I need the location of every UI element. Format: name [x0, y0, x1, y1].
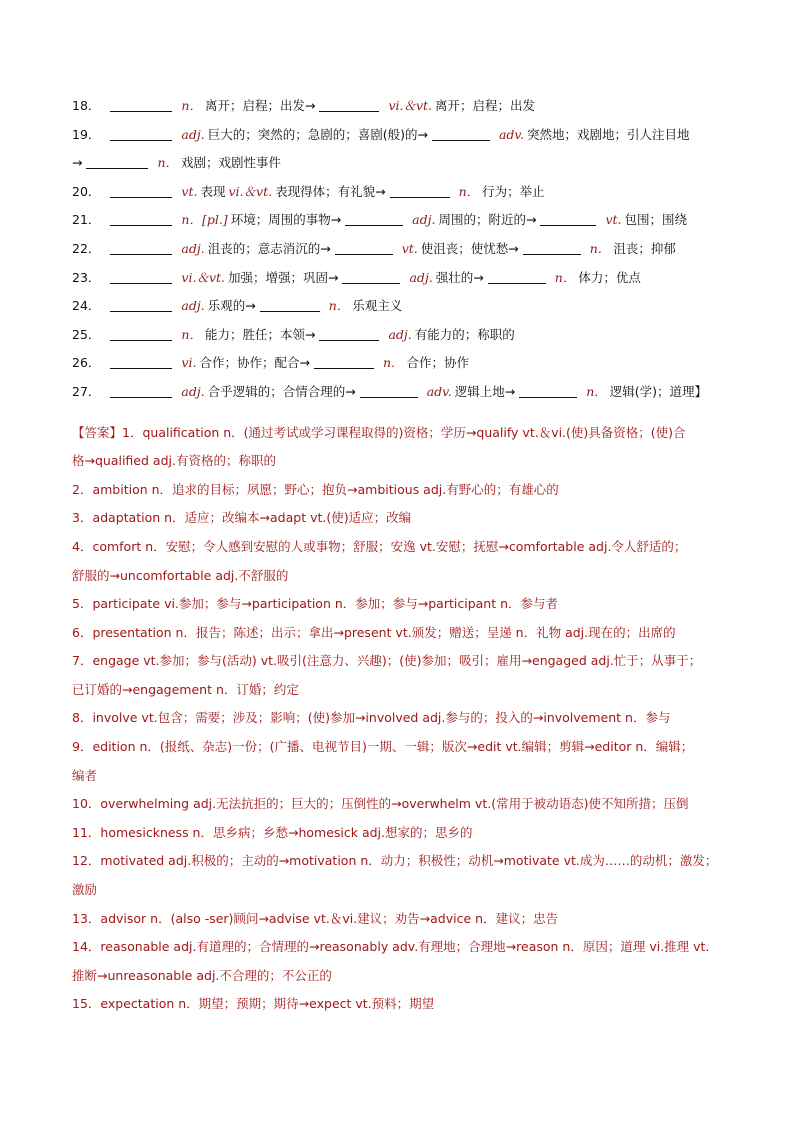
question-number: 19．: [72, 126, 101, 142]
answer-blank[interactable]: [110, 354, 172, 369]
part-of-speech: adv.: [426, 383, 452, 399]
definition-text: 离开；启程；出发: [435, 98, 536, 113]
question-27: [72, 378, 750, 407]
definition-text: 行为；举止: [482, 183, 545, 199]
answer-line: [72, 619, 750, 648]
question-number: 20．: [72, 183, 101, 199]
answer-blank[interactable]: [110, 126, 172, 141]
answer-text: 8．involve vt.包含；需要；涉及；影响；(使)参加→involved adj.参与的；投入的→involvement n．参与: [72, 710, 671, 726]
section-gap: [72, 407, 750, 419]
question-number: 25．: [72, 326, 101, 342]
part-of-speech: n．: [382, 355, 404, 371]
answer-blank[interactable]: [540, 211, 596, 226]
answer-blank[interactable]: [345, 211, 403, 226]
answer-blank[interactable]: [432, 126, 490, 141]
answer-line: [72, 562, 750, 591]
answer-line: [72, 762, 750, 791]
answer-line: [72, 847, 750, 876]
definition-text: 包围；围绕: [624, 212, 688, 228]
part-of-speech: n．: [328, 298, 350, 314]
answer-blank[interactable]: [110, 269, 172, 284]
part-of-speech: vt.: [605, 212, 622, 228]
answer-label: 【答案】: [72, 424, 123, 440]
definition-text: 逻辑上地→: [454, 383, 516, 399]
question-20: [72, 178, 750, 207]
answer-blank[interactable]: [110, 97, 172, 112]
answer-text: 15．expectation n．期望；预期；期待→expect vt.预料；期望: [72, 996, 435, 1012]
definition-text: 加强；增强；巩固→: [228, 269, 339, 285]
part-of-speech: adj.: [181, 240, 205, 256]
answer-blank[interactable]: [110, 297, 172, 312]
answer-blank[interactable]: [110, 240, 172, 255]
answer-blank[interactable]: [314, 354, 374, 369]
answer-line: [72, 733, 750, 762]
answer-blank[interactable]: [86, 154, 148, 169]
definition-text: 使沮丧；使忧愁→: [420, 240, 519, 256]
answer-text: 舒服的→uncomfortable adj.不舒服的: [72, 567, 289, 583]
definition-text: 戏剧；戏剧性事件: [181, 155, 282, 171]
answer-line: [72, 590, 750, 619]
part-of-speech: vt.: [401, 240, 418, 256]
answer-text: 2．ambition n．追求的目标；夙愿；野心；抱负→ambitious adj.有野心的；有雄心的: [72, 481, 559, 497]
definition-text: 合作；协作；配合→: [199, 355, 310, 371]
definition-text: 逻辑(学)；道理】: [609, 383, 708, 399]
answer-text: 10．overwhelming adj.无法抗拒的；巨大的；压倒性的→overwhelm vt.(常用于被动语态)使不知所措；压倒: [72, 796, 689, 812]
definition-text: 体力；优点: [578, 269, 641, 285]
answer-line: [72, 933, 750, 962]
answer-line: [72, 447, 750, 476]
answer-line: [72, 962, 750, 991]
answer-line: [72, 504, 750, 533]
answer-text: 9．edition n．(报纸、杂志)一份；(广播、电视节目)一期、一辑；版次→edit vt.编辑；剪辑→editor n．编辑；: [72, 739, 694, 755]
definition-text: 表现得体；有礼貌→: [275, 183, 386, 199]
answer-line: [72, 990, 750, 1019]
definition-text: 环境；周围的事物→: [230, 212, 342, 228]
part-of-speech: n．: [181, 326, 202, 342]
part-of-speech: vi.＆vt.: [228, 183, 273, 199]
answer-text: 格→qualified adj.有资格的；称职的: [72, 453, 276, 469]
answer-text: 推断→unreasonable adj.不合理的；不公正的: [72, 967, 332, 983]
answer-line: [72, 819, 750, 848]
definition-text: 乐观的→: [207, 298, 256, 314]
definition-text: 沮丧的；意志消沉的→: [207, 240, 331, 256]
question-number: 18．: [72, 98, 101, 113]
part-of-speech: adj.: [388, 326, 412, 342]
answer-text: 激励: [72, 882, 98, 898]
answer-blank[interactable]: [523, 240, 581, 255]
part-of-speech: adj.: [181, 383, 205, 399]
answer-text: 7．engage vt.参加；参与(活动) vt.吸引(注意力、兴趣)；(使)参加；吸引；雇用→engaged adj.忙于；从事于；: [72, 653, 702, 669]
answer-text: 1．qualification n．(通过考试或学习课程取得的)资格；学历→qualify vt.＆vi.(使)具备资格；(使)合: [122, 424, 686, 440]
part-of-speech: adj.: [409, 269, 433, 285]
part-of-speech: vt.: [181, 183, 198, 199]
arrow-prefix: →: [72, 155, 83, 171]
part-of-speech: adj.: [181, 298, 205, 314]
answer-blank[interactable]: [342, 269, 400, 284]
answer-line: [72, 476, 750, 505]
question-number: 26．: [72, 355, 101, 371]
answer-blank[interactable]: [110, 183, 172, 198]
question-26: [72, 349, 750, 378]
answer-line: [72, 676, 750, 705]
question-19: [72, 121, 750, 150]
answer-line: [72, 419, 750, 448]
question-number: 24．: [72, 298, 101, 314]
part-of-speech: vi.＆vt.: [388, 98, 433, 113]
question-19-continued: [72, 149, 750, 178]
answer-text: 11．homesickness n．思乡病；乡愁→homesick adj.想家的；思乡的: [72, 824, 473, 840]
definition-text: 合作；协作: [406, 355, 470, 371]
part-of-speech: n．: [589, 240, 611, 256]
part-of-speech: n．: [554, 269, 576, 285]
question-25: [72, 321, 750, 350]
answer-line: [72, 704, 750, 733]
answer-blank[interactable]: [360, 383, 418, 398]
definition-text: 突然地；戏剧地；引人注目地: [526, 126, 690, 142]
question-23: [72, 264, 750, 293]
answer-text: 5．participate vi.参加；参与→participation n．参加；参与→participant n．参与者: [72, 596, 559, 612]
part-of-speech: n．: [458, 183, 480, 199]
definition-text: 表现: [200, 183, 226, 199]
question-22: [72, 235, 750, 264]
question-24: [72, 292, 750, 321]
question-number: 27．: [72, 383, 101, 399]
answer-blank[interactable]: [110, 211, 172, 226]
answer-line: [72, 790, 750, 819]
definition-text: 强壮的→: [435, 269, 484, 285]
answer-blank[interactable]: [110, 326, 172, 341]
part-of-speech: adv.: [498, 126, 524, 142]
question-number: 21．: [72, 212, 101, 228]
part-of-speech: vi.: [181, 355, 197, 371]
answer-blank[interactable]: [319, 97, 379, 112]
answer-text: 6．presentation n．报告；陈述；出示；拿出→present vt.颁发；赠送；呈递 n．礼物 adj.现在的；出席的: [72, 624, 676, 640]
answer-text: 13．advisor n．(also -ser)顾问→advise vt.＆vi.建议；劝告→advice n．建议；忠告: [72, 910, 559, 926]
definition-text: 离开；启程；出发→: [204, 98, 316, 113]
question-21: [72, 206, 750, 235]
answer-text: 4．comfort n．安慰；令人感到安慰的人或事物；舒服；安逸 vt.安慰；抚慰→comfortable adj.令人舒适的；: [72, 538, 687, 554]
answer-text: 12．motivated adj.积极的；主动的→motivation n．动力；积极性；动机→motivate vt.成为……的动机；激发；: [72, 853, 718, 869]
definition-text: 有能力的；称职的: [414, 326, 515, 342]
part-of-speech: adj.: [412, 212, 436, 228]
question-18: [72, 92, 750, 121]
question-number: 23．: [72, 269, 101, 285]
question-number: 22．: [72, 240, 101, 256]
part-of-speech: vi.＆vt.: [181, 269, 225, 285]
definition-text: 周围的；附近的→: [438, 212, 537, 228]
answer-blank[interactable]: [335, 240, 393, 255]
answer-blank[interactable]: [319, 326, 379, 341]
answer-blank[interactable]: [390, 183, 450, 198]
answer-text: 3．adaptation n．适应；改编本→adapt vt.(使)适应；改编: [72, 510, 412, 526]
answer-text: 已订婚的→engagement n．订婚；约定: [72, 681, 299, 697]
definition-text: 合乎逻辑的；合情合理的→: [207, 383, 356, 399]
part-of-speech: n．: [181, 98, 202, 113]
answer-blank[interactable]: [110, 383, 172, 398]
answer-blank[interactable]: [260, 297, 320, 312]
answer-blank[interactable]: [488, 269, 546, 284]
part-of-speech: n．: [157, 155, 179, 171]
answer-line: [72, 533, 750, 562]
answer-text: 编者: [72, 767, 98, 783]
answer-line: [72, 647, 750, 676]
definition-text: 巨大的；突然的；急剧的；喜剧(般)的→: [207, 126, 428, 142]
definition-text: 沮丧；抑郁: [613, 240, 676, 256]
part-of-speech: adj.: [181, 126, 205, 142]
part-of-speech: n．[pl.]: [181, 212, 228, 228]
answer-line: [72, 905, 750, 934]
definition-text: 能力；胜任；本领→: [204, 326, 316, 342]
answer-text: 14．reasonable adj.有道理的；合情理的→reasonably adv.有理地；合理地→reason n．原因；道理 vi.推理 vt.: [72, 939, 710, 955]
definition-text: 乐观主义: [352, 298, 403, 314]
answer-line: [72, 876, 750, 905]
answer-blank[interactable]: [519, 383, 577, 398]
part-of-speech: n．: [586, 383, 607, 399]
